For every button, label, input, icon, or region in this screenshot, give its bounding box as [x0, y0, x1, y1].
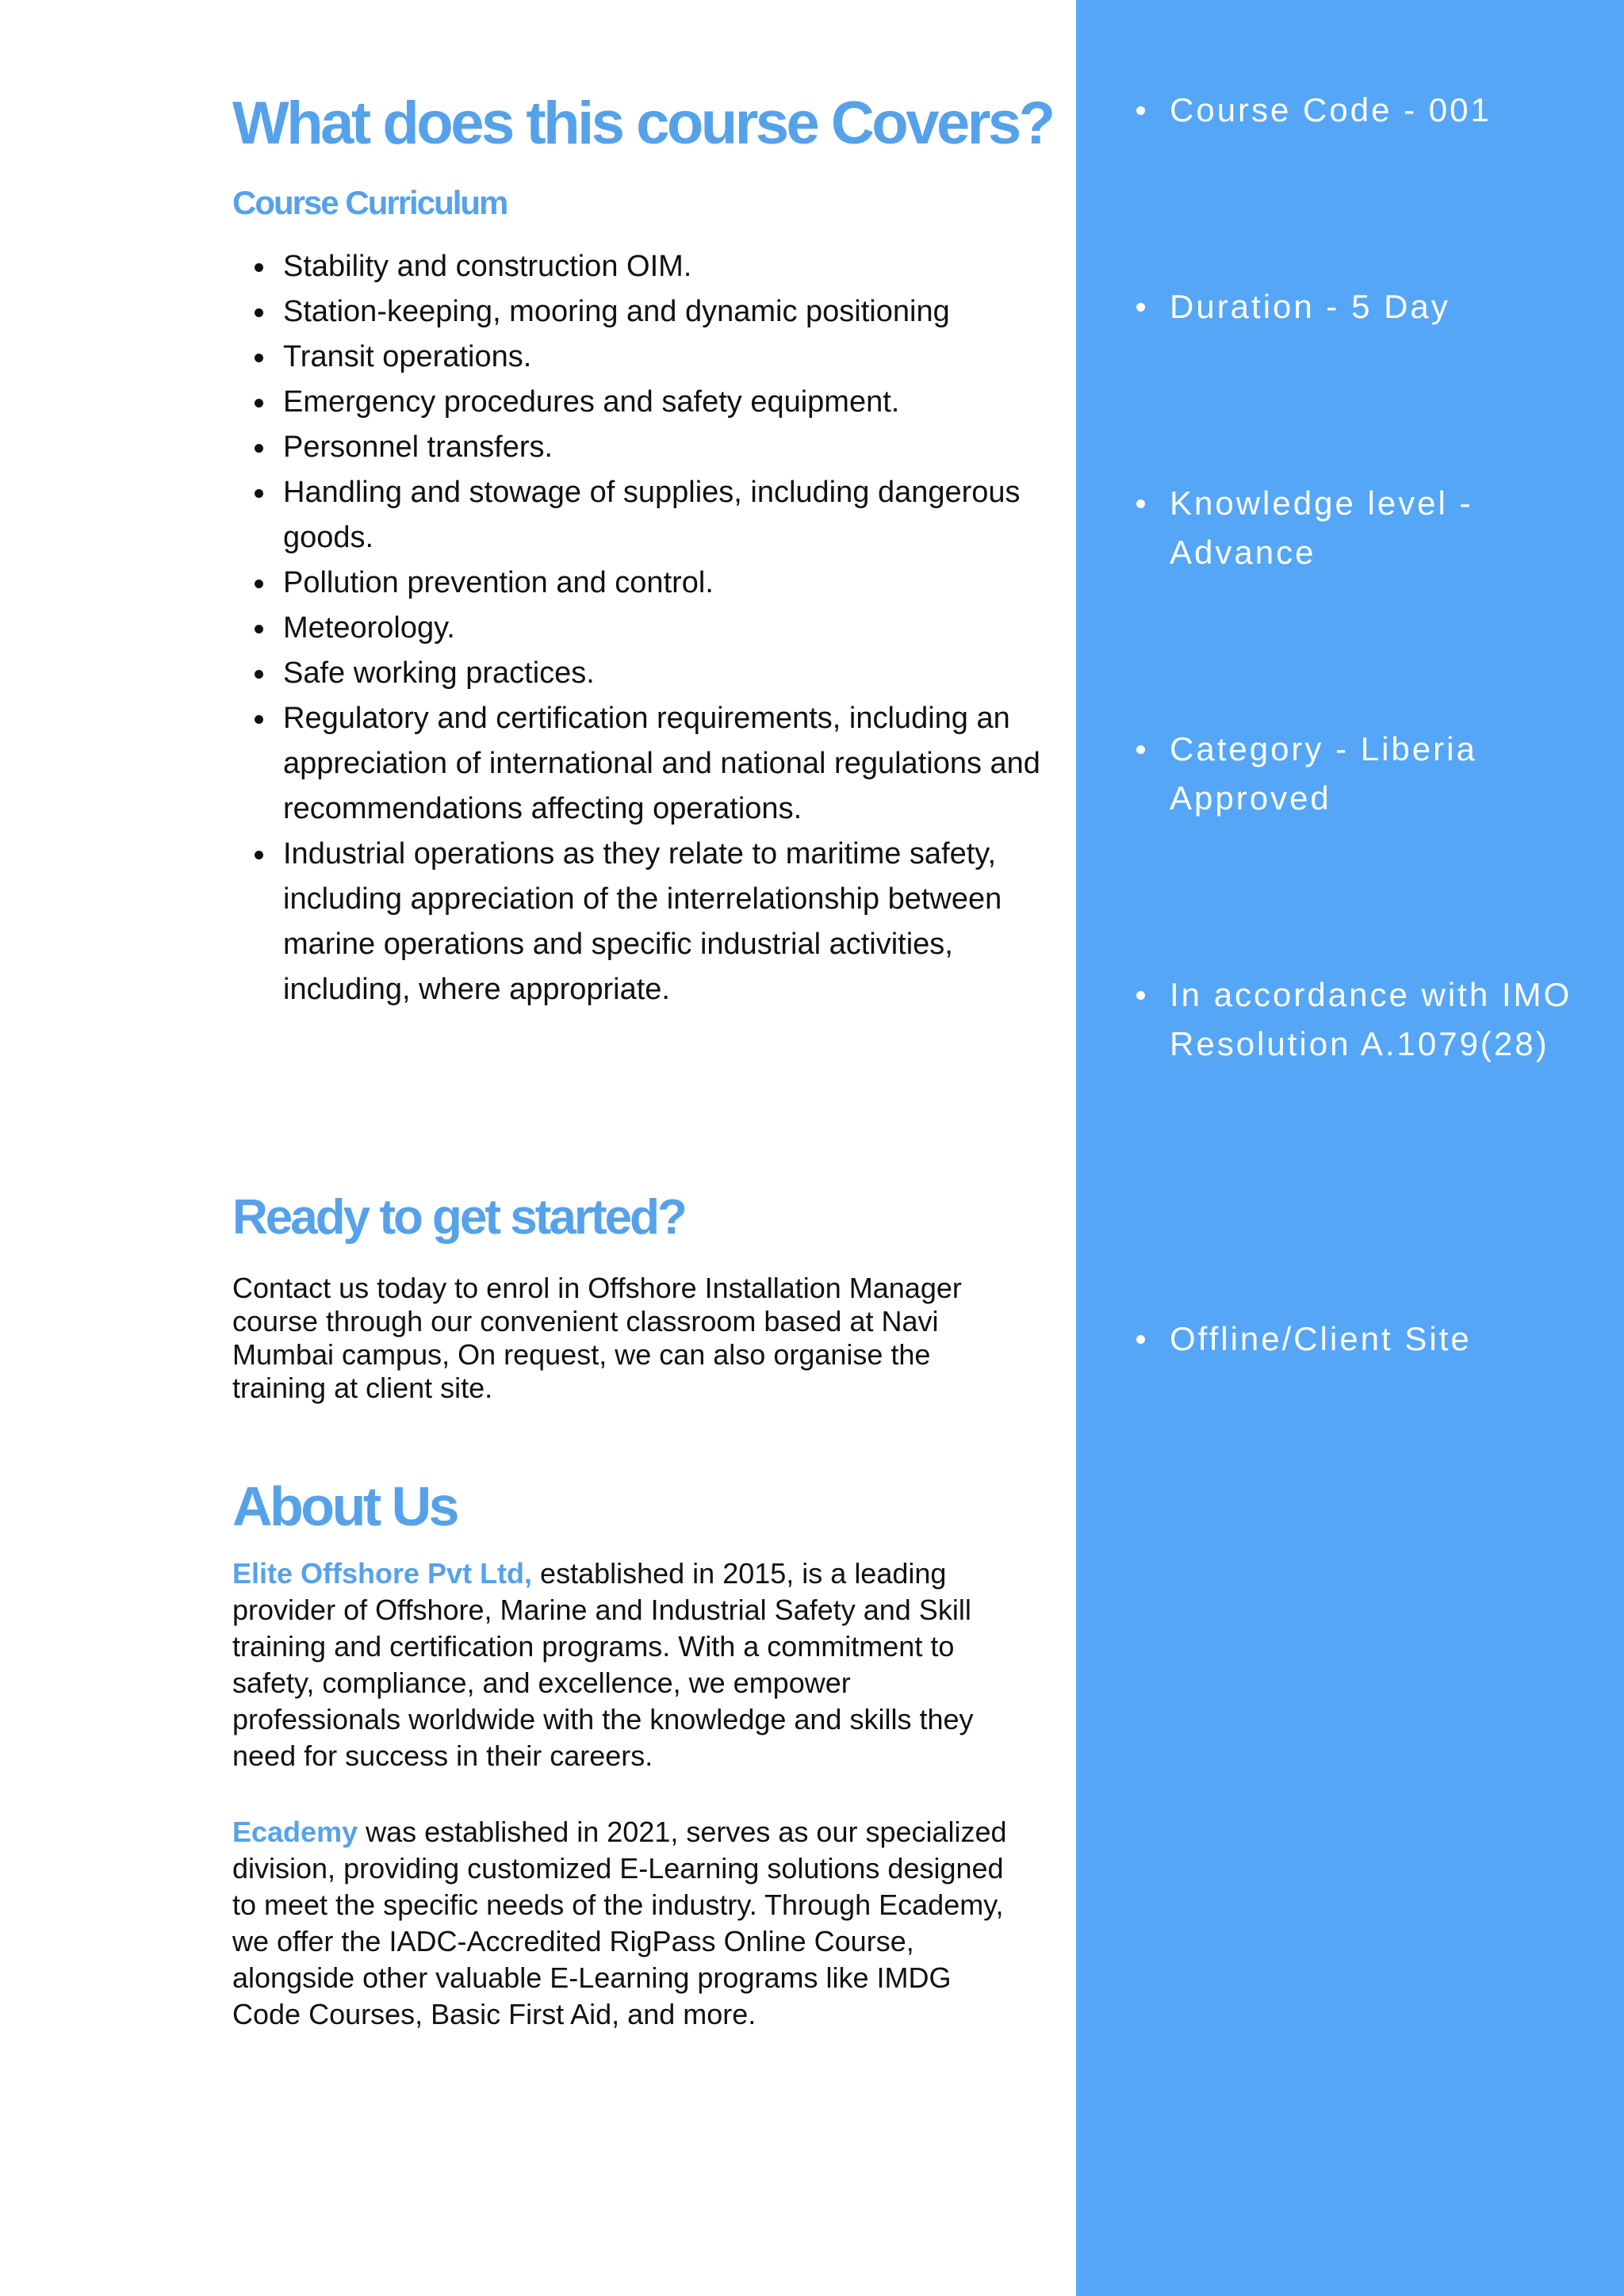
list-item: Industrial operations as they relate to maritime safety, including appreciation of the interrelationship between marine operations and specific industrial activities, including, where appropriate. [283, 832, 1060, 1012]
list-item: Meteorology. [283, 606, 1060, 651]
company-name: Elite Offshore Pvt Ltd, [232, 1557, 533, 1590]
course-info-sidebar [1076, 0, 1624, 2296]
about-paragraph-company-text: established in 2015, is a leading provider of Offshore, Marine and Industrial Safety and Skill training and certification programs. With a commitment to safety, compliance, and excellence, we empower professionals worldwide with the knowledge and skills they need for success in their careers. [232, 1557, 974, 1772]
ready-heading: Ready to get started? [232, 1190, 685, 1245]
list-item: Pollution prevention and control. [283, 561, 1060, 606]
curriculum-subheading: Course Curriculum [232, 184, 508, 221]
sidebar-item-course-code: Course Code - 001 [1170, 86, 1614, 135]
about-paragraph-company [232, 1556, 1009, 1774]
sidebar-item-duration: Duration - 5 Day [1170, 282, 1614, 331]
list-item: Safe working practices. [283, 651, 1060, 696]
curriculum-list [232, 244, 1060, 1012]
about-heading: About Us [232, 1475, 458, 1537]
sidebar-item-knowledge-level: Knowledge level - Advance [1170, 479, 1614, 577]
course-heading: What does this course Covers? [232, 90, 1053, 157]
list-item: Regulatory and certification requirements, including an appreciation of international and national regulations and recommendations affecting operations. [283, 696, 1060, 832]
about-paragraph-ecademy [232, 1814, 1009, 2033]
list-item: Handling and stowage of supplies, including dangerous goods. [283, 470, 1060, 561]
about-paragraph-ecademy-text: was established in 2021, serves as our specialized division, providing customized E-Learning solutions designed to meet the specific needs of the industry. Through Ecademy, we offer the IADC-Accredited RigPass Online Course, alongside other valuable E-Learning programs like IMDG Code Courses, Basic First Aid, and more. [232, 1816, 1007, 2030]
sidebar-item-imo-resolution: In accordance with IMO Resolution A.1079(28) [1170, 970, 1614, 1069]
list-item: Emergency procedures and safety equipment. [283, 380, 1060, 425]
list-item: Transit operations. [283, 335, 1060, 380]
sidebar-item-delivery-mode: Offline/Client Site [1170, 1314, 1614, 1364]
list-item: Stability and construction OIM. [283, 244, 1060, 289]
sidebar-item-category: Category - Liberia Approved [1170, 725, 1614, 823]
list-item: Station-keeping, mooring and dynamic positioning [283, 289, 1060, 335]
ecademy-name: Ecademy [232, 1816, 358, 1848]
list-item: Personnel transfers. [283, 425, 1060, 470]
ready-paragraph: Contact us today to enrol in Offshore Installation Manager course through our convenient classroom based at Navi Mumbai campus, On request, we can also organise the training at client site. [232, 1272, 962, 1404]
